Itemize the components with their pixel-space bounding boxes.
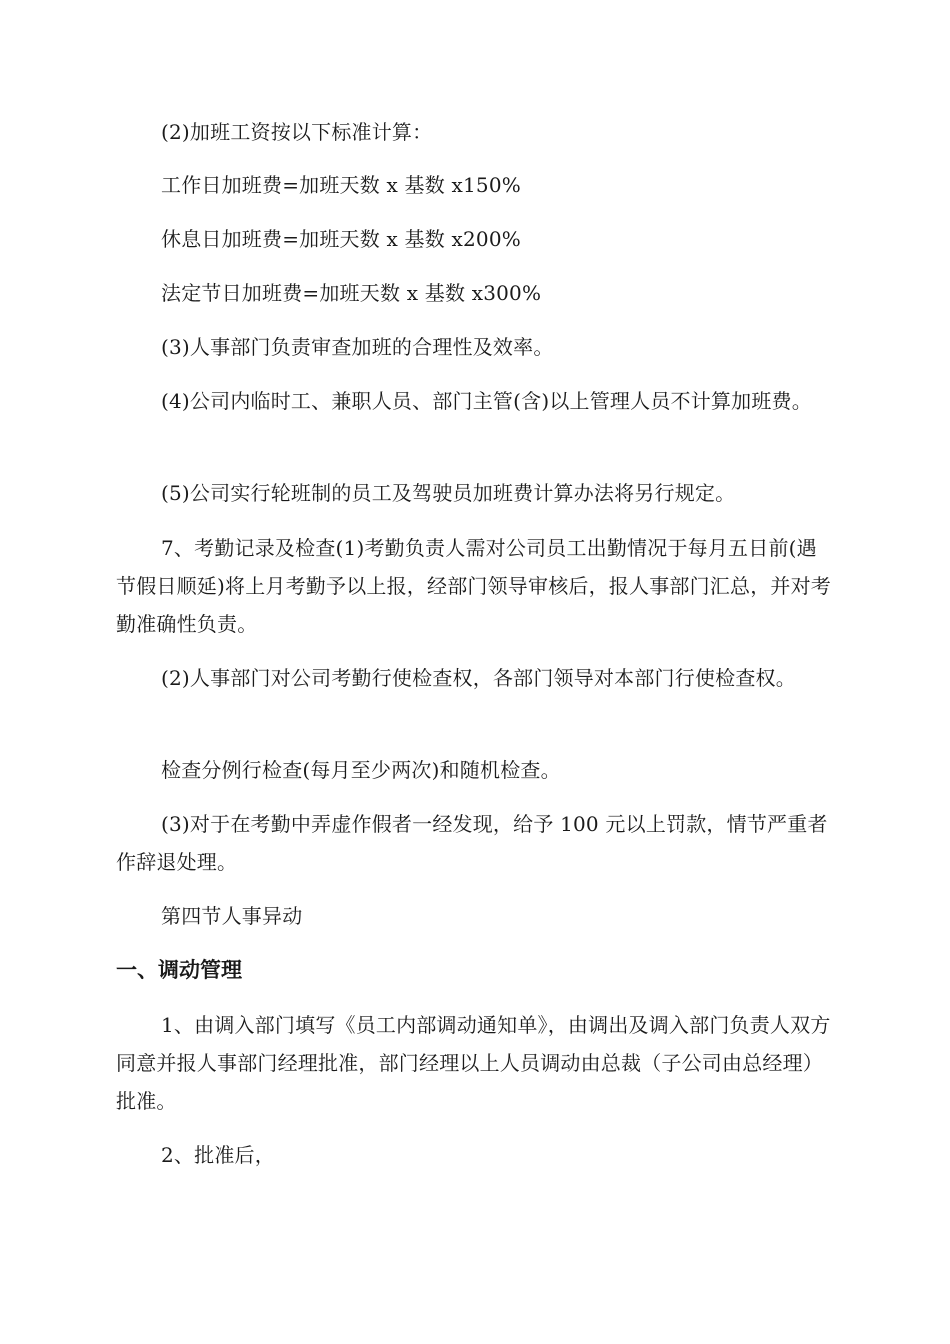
paragraph-attendance-records: 7、考勤记录及检查(1)考勤负责人需对公司员工出勤情况于每月五日前(遇节假日顺延)将上月考勤予以上报，经部门领导审核后，报人事部门汇总，并对考勤准确性负责。 [116, 536, 832, 636]
section-title-personnel-changes: 第四节人事异动 [161, 904, 303, 928]
paragraph-holiday-formula: 法定节日加班费=加班天数 x 基数 x300% [161, 281, 542, 305]
paragraph-after-approval: 2、批准后， [161, 1143, 275, 1167]
paragraph-penalty: (3)对于在考勤中弄虚作假者一经发现，给予 100 元以上罚款，情节严重者作辞退处理。 [116, 812, 828, 874]
paragraph-no-overtime-staff: (4)公司内临时工、兼职人员、部门主管(含)以上管理人员不计算加班费。 [161, 389, 812, 413]
paragraph-inspection-types: 检查分例行检查(每月至少两次)和随机检查。 [161, 758, 561, 782]
paragraph-restday-formula: 休息日加班费=加班天数 x 基数 x200% [161, 227, 521, 251]
paragraph-review-overtime: (3)人事部门负责审查加班的合理性及效率。 [161, 335, 554, 359]
paragraph-transfer-notice: 1、由调入部门填写《员工内部调动通知单》，由调出及调入部门负责人双方同意并报人事部门经理批准，部门经理以上人员调动由总裁（子公司由总经理）批准。 [116, 1013, 831, 1113]
heading-transfer-management: 一、调动管理 [116, 958, 242, 982]
paragraph-inspection-right: (2)人事部门对公司考勤行使检查权，各部门领导对本部门行使检查权。 [161, 666, 796, 690]
paragraph-overtime-standard: (2)加班工资按以下标准计算： [161, 120, 433, 144]
paragraph-shift-drivers: (5)公司实行轮班制的员工及驾驶员加班费计算办法将另行规定。 [161, 481, 736, 505]
paragraph-workday-formula: 工作日加班费=加班天数 x 基数 x150% [161, 173, 521, 197]
